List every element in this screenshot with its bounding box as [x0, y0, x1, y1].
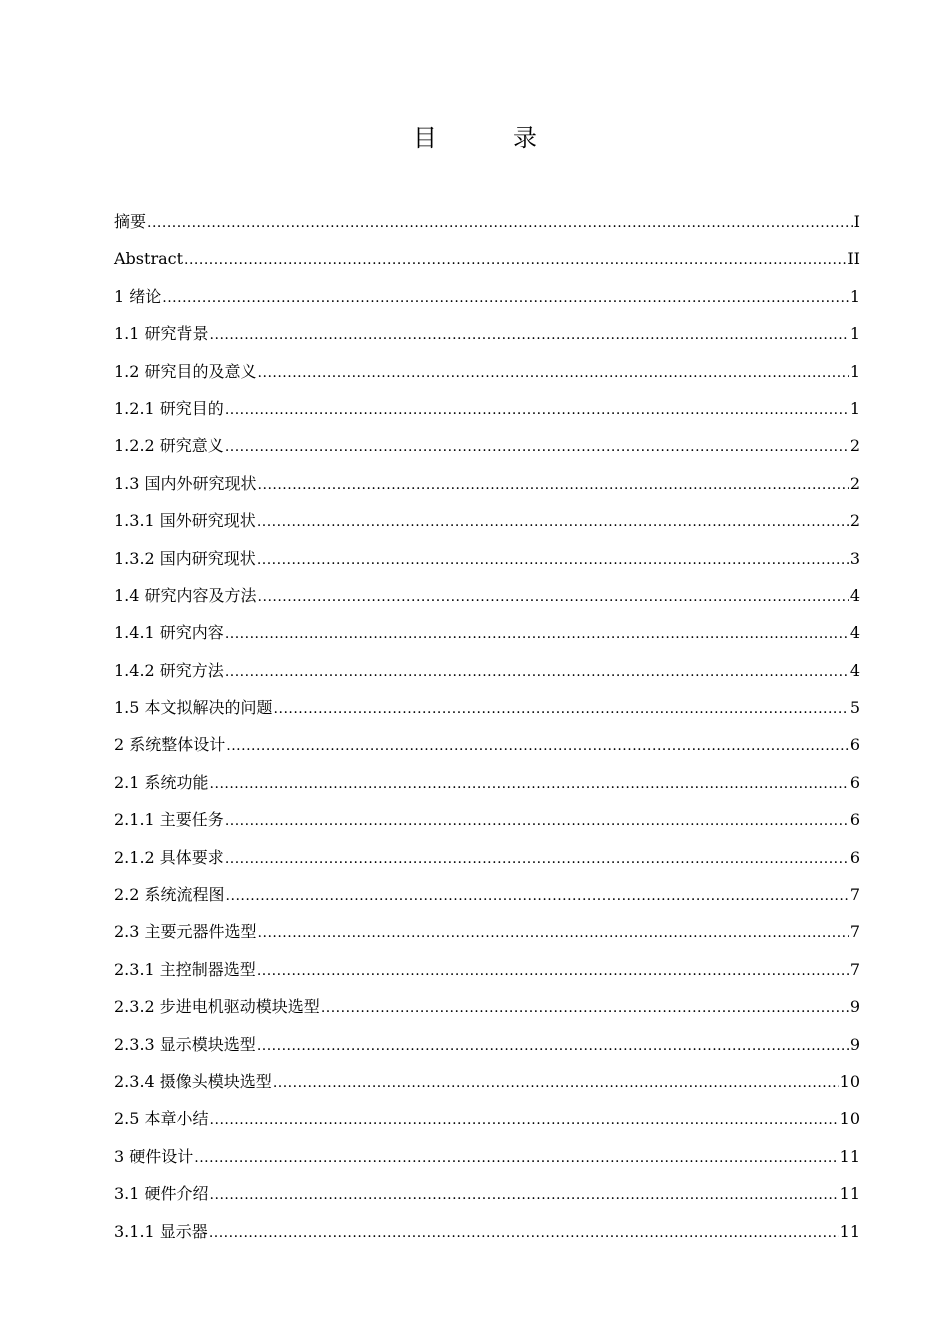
toc-entry-label: 1.3.1 国外研究现状 [114, 511, 256, 531]
toc-entry[interactable] [114, 1026, 860, 1063]
toc-dot-leader [273, 1065, 839, 1102]
toc-dot-leader [321, 990, 849, 1027]
toc-entry-page-number: 11 [839, 1221, 860, 1241]
toc-dot-leader [226, 728, 849, 765]
toc-entry-label: 2.1.1 主要任务 [114, 810, 224, 830]
toc-dot-leader [162, 280, 849, 317]
toc-dot-leader [225, 429, 849, 466]
toc-entry-label: 1.1 研究背景 [114, 324, 209, 344]
toc-entry-page-number: 1 [849, 324, 860, 344]
toc-dot-leader [257, 1028, 849, 1065]
toc-entry-label: 2.5 本章小结 [114, 1109, 209, 1129]
toc-dot-leader [225, 392, 849, 429]
toc-entry-page-number: 4 [849, 585, 860, 605]
toc-entry-page-number: 6 [849, 735, 860, 755]
toc-entry-label: 3.1 硬件介绍 [114, 1184, 209, 1204]
toc-entry-page-number: 4 [849, 623, 860, 643]
toc-entry[interactable] [114, 614, 860, 651]
toc-dot-leader [210, 1102, 839, 1139]
toc-dot-leader [258, 355, 849, 392]
toc-entry-label: 1.3.2 国内研究现状 [114, 548, 256, 568]
toc-entry-label: 1.4.2 研究方法 [114, 660, 224, 680]
toc-entry-page-number: 2 [849, 473, 860, 493]
toc-dot-leader [226, 878, 849, 915]
page-title: 目 录 [413, 124, 563, 152]
toc-entry-label: 2.3 主要元器件选型 [114, 922, 257, 942]
toc-entry-label: 1.4 研究内容及方法 [114, 585, 257, 605]
toc-entry-label: 3.1.1 显示器 [114, 1221, 208, 1241]
toc-entry-label: 2.1 系统功能 [114, 772, 209, 792]
toc-entry[interactable] [114, 1138, 860, 1175]
table-of-contents [114, 203, 860, 1250]
toc-entry-page-number: 7 [849, 959, 860, 979]
toc-dot-leader [258, 467, 849, 504]
toc-entry[interactable] [114, 652, 860, 689]
toc-entry[interactable] [114, 913, 860, 950]
toc-dot-leader [210, 766, 849, 803]
toc-entry[interactable] [114, 1063, 860, 1100]
toc-entry[interactable] [114, 203, 860, 240]
toc-entry-page-number: 6 [849, 847, 860, 867]
toc-entry[interactable] [114, 839, 860, 876]
toc-entry[interactable] [114, 988, 860, 1025]
toc-entry[interactable] [114, 801, 860, 838]
toc-entry-label: 1.5 本文拟解决的问题 [114, 698, 273, 718]
toc-entry-label: 摘要 [114, 212, 147, 231]
toc-entry-page-number: 3 [849, 548, 860, 568]
toc-entry-label: 1.2.2 研究意义 [114, 436, 224, 456]
toc-entry-page-number: 2 [849, 511, 860, 531]
toc-dot-leader [258, 579, 849, 616]
toc-dot-leader [225, 803, 849, 840]
toc-entry-page-number: 4 [849, 660, 860, 680]
toc-entry-page-number: 10 [839, 1109, 860, 1129]
toc-entry-label: 2.1.2 具体要求 [114, 847, 224, 867]
toc-dot-leader [257, 504, 849, 541]
toc-entry[interactable] [114, 689, 860, 726]
toc-entry-label: 1.3 国内外研究现状 [114, 473, 257, 493]
toc-dot-leader [225, 654, 849, 691]
toc-dot-leader [210, 317, 849, 354]
toc-entry-label: 1 绪论 [114, 286, 162, 306]
toc-entry[interactable] [114, 240, 860, 277]
toc-entry[interactable] [114, 764, 860, 801]
toc-entry[interactable] [114, 951, 860, 988]
toc-entry-label: 1.2 研究目的及意义 [114, 361, 257, 381]
toc-entry-page-number: 7 [849, 885, 860, 905]
toc-dot-leader [184, 242, 846, 279]
toc-entry-label: 1.2.1 研究目的 [114, 398, 224, 418]
toc-entry-page-number: II [847, 249, 860, 269]
toc-dot-leader [225, 841, 849, 878]
toc-dot-leader [257, 542, 849, 579]
toc-dot-leader [210, 1177, 839, 1214]
toc-entry-page-number: 2 [849, 436, 860, 456]
toc-entry-page-number: 6 [849, 810, 860, 830]
toc-entry-label: 2 系统整体设计 [114, 735, 226, 755]
toc-entry[interactable] [114, 876, 860, 913]
toc-entry-page-number: 9 [849, 1034, 860, 1054]
toc-dot-leader [209, 1215, 839, 1252]
toc-entry-label: Abstract [114, 249, 184, 269]
toc-entry-page-number: 9 [849, 997, 860, 1017]
toc-entry[interactable] [114, 278, 860, 315]
toc-entry-page-number: I [853, 212, 860, 231]
toc-entry[interactable] [114, 1100, 860, 1137]
toc-entry[interactable] [114, 502, 860, 539]
toc-dot-leader [274, 691, 849, 728]
toc-dot-leader [225, 616, 849, 653]
toc-dot-leader [258, 915, 849, 952]
toc-entry[interactable] [114, 427, 860, 464]
toc-dot-leader [147, 205, 853, 242]
toc-entry-label: 2.3.2 步进电机驱动模块选型 [114, 997, 320, 1017]
toc-entry-page-number: 1 [849, 398, 860, 418]
toc-entry-page-number: 6 [849, 772, 860, 792]
toc-entry-page-number: 1 [849, 286, 860, 306]
toc-entry[interactable] [114, 315, 860, 352]
toc-entry[interactable] [114, 1175, 860, 1212]
toc-entry-label: 1.4.1 研究内容 [114, 623, 224, 643]
toc-entry[interactable] [114, 353, 860, 390]
toc-entry-page-number: 11 [839, 1146, 860, 1166]
toc-entry-label: 3 硬件设计 [114, 1146, 194, 1166]
toc-entry-label: 2.3.4 摄像头模块选型 [114, 1071, 272, 1091]
toc-entry-page-number: 5 [849, 698, 860, 718]
toc-entry-page-number: 10 [839, 1071, 860, 1091]
toc-dot-leader [194, 1140, 838, 1177]
toc-entry-label: 2.3.3 显示模块选型 [114, 1034, 256, 1054]
toc-entry[interactable] [114, 1213, 860, 1250]
toc-entry-page-number: 1 [849, 361, 860, 381]
toc-dot-leader [257, 953, 849, 990]
toc-entry-label: 2.2 系统流程图 [114, 885, 225, 905]
toc-entry-page-number: 7 [849, 922, 860, 942]
toc-entry[interactable] [114, 577, 860, 614]
toc-entry[interactable] [114, 540, 860, 577]
toc-entry[interactable] [114, 726, 860, 763]
toc-entry[interactable] [114, 390, 860, 427]
toc-entry-label: 2.3.1 主控制器选型 [114, 959, 256, 979]
toc-entry[interactable] [114, 465, 860, 502]
toc-entry-page-number: 11 [839, 1184, 860, 1204]
